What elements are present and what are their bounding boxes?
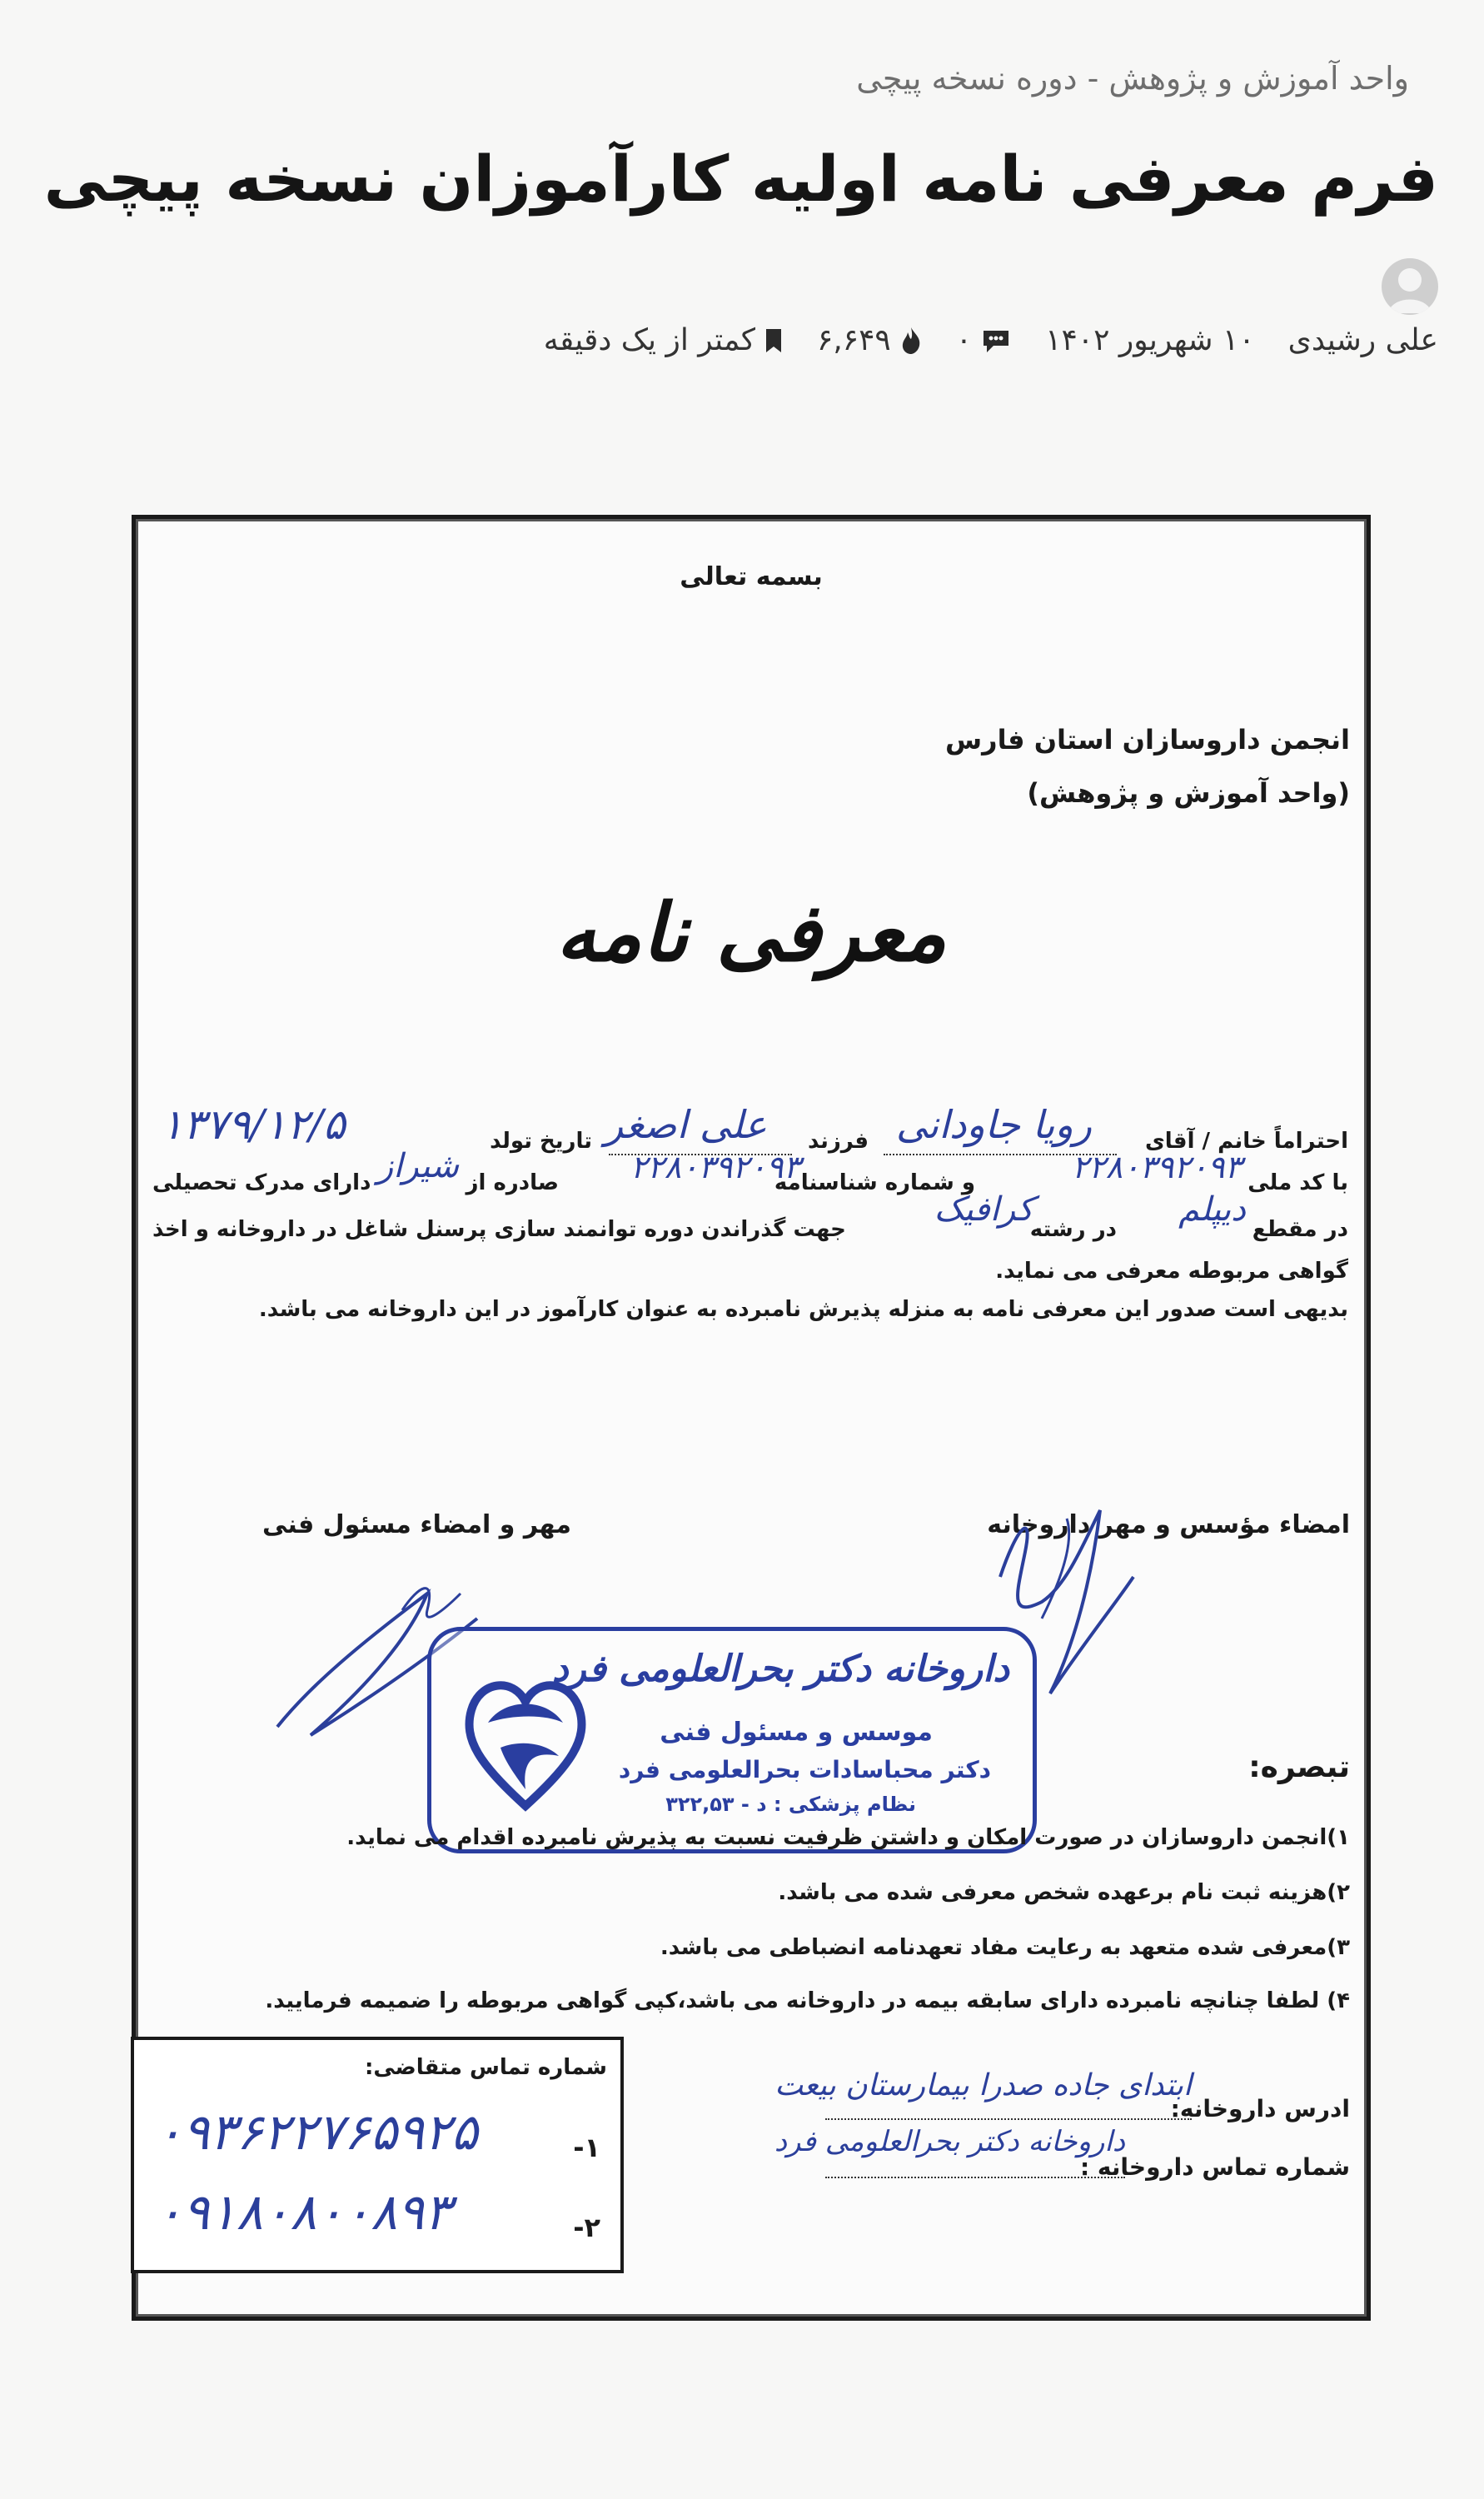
notes-title: تبصره: bbox=[1248, 1750, 1350, 1784]
bismillah: بسمه تعالی bbox=[680, 562, 823, 591]
stamp-pharmacy-name: داروخانه دکتر بحرالعلومی فرد bbox=[551, 1648, 1009, 1690]
post-meta bbox=[544, 323, 1438, 357]
address-rule bbox=[825, 2118, 1192, 2120]
views-count bbox=[817, 323, 923, 357]
note-3: ۳)معرفی شده متعهد به رعایت مفاد تعهدنامه انضباطی می باشد. bbox=[660, 1935, 1350, 1960]
id-label: و شماره شناسنامه bbox=[774, 1170, 975, 1195]
stamp-doctor: دکتر محباسادات بحرالعلومی فرد bbox=[618, 1756, 991, 1783]
line1-prefix: احتراماً خانم / آقای bbox=[1144, 1129, 1348, 1154]
note-4: ۴) لطفا چنانچه نامبرده دارای سابقه بیمه در داروخانه می باشد،کپی گواهی مربوطه را ضمیمه فرمایید. bbox=[265, 1988, 1350, 2013]
pharmacy-phone-label: شماره تماس داروخانه : bbox=[1079, 2153, 1350, 2181]
user-icon bbox=[1382, 258, 1438, 315]
applicant-contact-box bbox=[131, 2037, 624, 2273]
stamp-role: موسس و مسئول فنی bbox=[660, 1718, 933, 1747]
pharmacy-phone-value: داروخانه دکتر بحرالعلومی فرد bbox=[774, 2125, 1125, 2158]
post-date: ۱۰ شهریور ۱۴۰۲ bbox=[1045, 323, 1255, 357]
applicant-name: رویا جاودانی bbox=[896, 1102, 1092, 1147]
id-number: ۲۲۸۰۳۹۲۰۹۳ bbox=[630, 1149, 800, 1185]
issued-city: شیراز bbox=[376, 1147, 459, 1185]
read-time-value: کمتر از یک دقیقه bbox=[543, 323, 755, 357]
tech-sign-label: مهر و امضاء مسئول فنی bbox=[262, 1510, 571, 1539]
pharmacy-stamp bbox=[427, 1627, 1037, 1853]
contact-row-1-index: ۱- bbox=[573, 2132, 600, 2163]
views-count-value: ۶,۶۴۹ bbox=[816, 323, 891, 357]
founder-sign-label: امضاء مؤسس و مهر داروخانه bbox=[987, 1510, 1350, 1539]
field-label: در رشته bbox=[1029, 1217, 1117, 1242]
contact-row-2-index: ۲- bbox=[573, 2212, 600, 2243]
dob-value: ۱۳۷۹/۱۲/۵ bbox=[161, 1100, 346, 1149]
bookmark-icon bbox=[764, 327, 784, 354]
line2-suffix: دارای مدرک تحصیلی bbox=[152, 1170, 371, 1195]
comments-count[interactable] bbox=[956, 323, 1012, 357]
address-label: ادرس داروخانه: bbox=[1170, 2095, 1350, 2122]
national-id: ۲۲۸۰۳۹۲۰۹۳ bbox=[1071, 1149, 1242, 1185]
document-title: معرفی نامه bbox=[555, 885, 947, 980]
line3-suffix: جهت گذراندن دوره توانمند سازی پرسنل شاغل در داروخانه و اخذ bbox=[152, 1217, 846, 1242]
comment-icon bbox=[980, 327, 1012, 354]
author-name[interactable]: علی رشیدی bbox=[1287, 323, 1438, 357]
father-name: علی اصغر bbox=[604, 1102, 767, 1147]
child-of-label: فرزند bbox=[808, 1129, 869, 1154]
comments-count-value: ۰ bbox=[955, 323, 973, 357]
education-level: دیپلم bbox=[1178, 1190, 1246, 1229]
note-2: ۲)هزینه ثبت نام برعهده شخص معرفی شده می باشد. bbox=[778, 1880, 1350, 1905]
line2-prefix: با کد ملی bbox=[1247, 1170, 1348, 1195]
org-name: انجمن داروسازان استان فارس bbox=[945, 724, 1350, 756]
org-unit: (واحد آموزش و پژوهش) bbox=[1027, 777, 1350, 809]
page-title: فرم معرفی نامه اولیه کارآموزان نسخه پیچی bbox=[43, 142, 1438, 216]
dob-label: تاریخ تولد bbox=[490, 1129, 592, 1154]
address-value: ابتدای جاده صدرا بیمارستان بیعت bbox=[774, 2068, 1192, 2102]
read-time bbox=[544, 323, 784, 357]
contact-row-2-phone: ۰۹۱۸۰۸۰۰۸۹۳ bbox=[156, 2183, 451, 2242]
line4: گواهی مربوطه معرفی می نماید. bbox=[995, 1259, 1348, 1284]
note-1: ۱)انجمن داروسازان در صورت امکان و داشتن ظرفیت نسبت به پذیرش نامبرده اقدام می نماید. bbox=[346, 1825, 1350, 1850]
pharmacy-phone-rule bbox=[825, 2177, 1125, 2178]
scanned-document bbox=[132, 515, 1371, 2321]
contact-row-1-phone: ۰۹۳۶۲۲۷۶۵۹۲۵ bbox=[156, 2103, 478, 2162]
breadcrumb[interactable]: واحد آموزش و پژوهش - دوره نسخه پیچی bbox=[856, 60, 1409, 97]
contact-box-title: شماره تماس متقاضی: bbox=[364, 2055, 607, 2080]
stamp-license: نظام پزشکی : د - ۳۲۲,۵۳ bbox=[665, 1793, 916, 1816]
fire-icon bbox=[899, 326, 923, 356]
field-value: کرافیک bbox=[934, 1190, 1033, 1229]
line3-prefix: در مقطع bbox=[1252, 1217, 1348, 1242]
issued-label: صادره از bbox=[466, 1170, 559, 1195]
line5: بدیهی است صدور این معرفی نامه به منزله پذیرش نامبرده به عنوان کارآموز در این داروخانه می باشد. bbox=[258, 1297, 1348, 1322]
avatar[interactable] bbox=[1382, 258, 1438, 315]
